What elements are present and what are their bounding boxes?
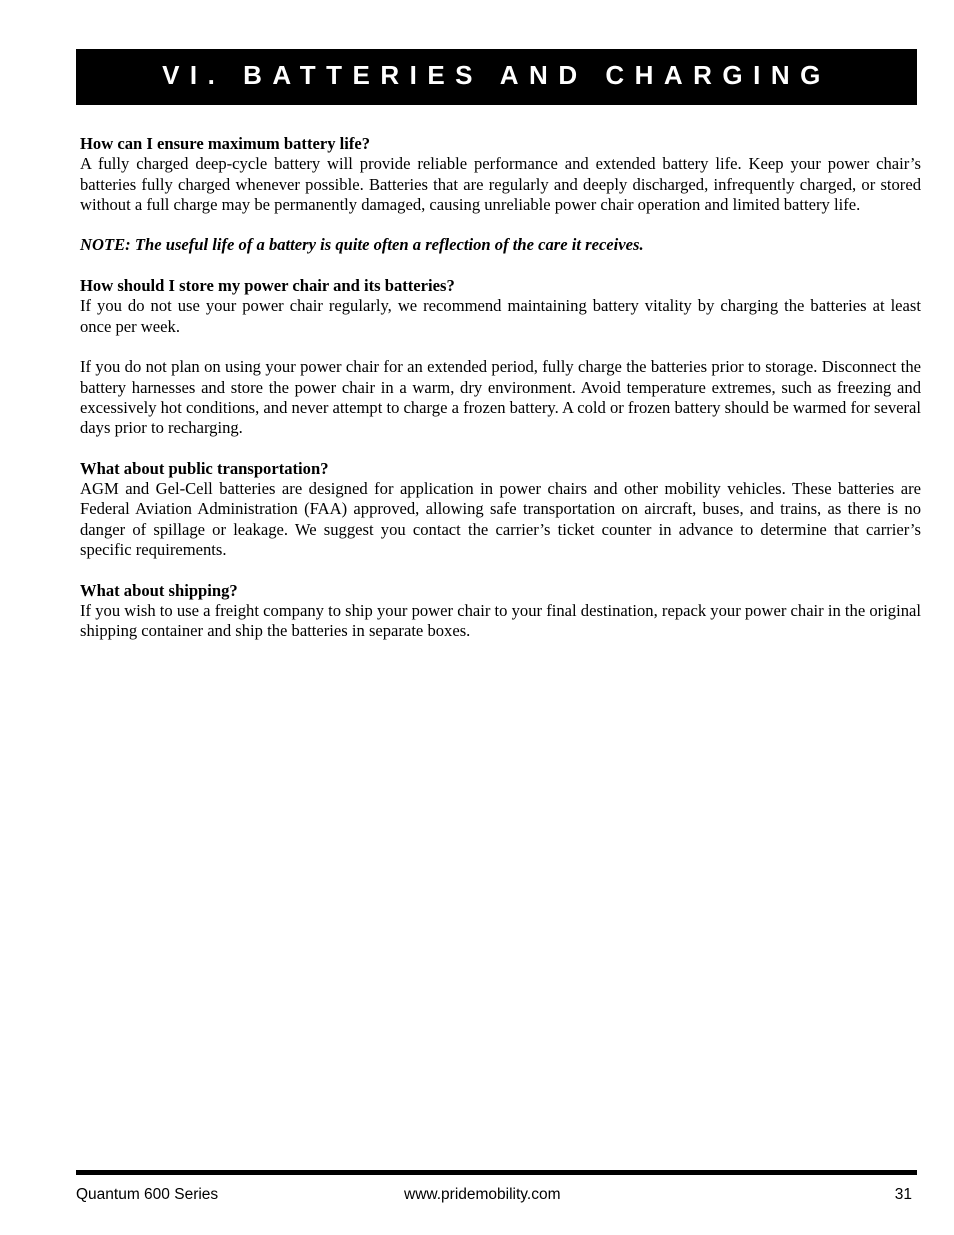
page-footer [76,1185,912,1205]
section-storage [80,276,921,438]
section-header-bar [76,49,917,105]
page-number: 31 [894,1186,912,1203]
note-text: NOTE: The useful life of a battery is quite often a reflection of the care it receives. [80,235,644,255]
section-battery-life [80,134,921,215]
question-heading: What about shipping? [80,580,238,600]
section-title: VI. BATTERIES AND CHARGING [162,59,831,90]
footer-divider [76,1170,917,1175]
question-heading: What about public transportation? [80,458,329,478]
question-heading: How should I store my power chair and its batteries? [80,276,455,296]
answer-paragraph: If you wish to use a freight company to ship your power chair to your final destination, repack your power chair in the original shipping container and ship the batteries in separate boxes. [80,600,921,641]
section-shipping [80,581,921,642]
footer-website: www.pridemobility.com [404,1186,561,1203]
answer-paragraph: AGM and Gel-Cell batteries are designed for application in power chairs and other mobility vehicles. These batteries are Federal Aviation Administration (FAA) approved, allowing safe transportation on aircraft, buses, and trains, as there is no danger of spillage or leakage. We suggest you contact the carrier’s ticket counter in advance to determine that carrier’s specific requirements. [80,479,921,559]
footer-product-name: Quantum 600 Series [76,1186,219,1203]
answer-paragraph: If you do not plan on using your power chair for an extended period, fully charge the batteries prior to storage. Disconnect the battery harnesses and store the power chair in a warm, dry environment. Avoid temperature extremes, such as freezing and excessively hot conditions, and never attempt to charge a frozen battery. A cold or frozen battery should be warmed for several days prior to recharging. [80,357,921,438]
page-content [80,134,921,662]
question-heading: How can I ensure maximum battery life? [80,134,371,153]
section-public-transportation [80,459,921,560]
answer-paragraph: If you do not use your power chair regularly, we recommend maintaining battery vitality by charging the batteries at least once per week. [80,296,921,336]
answer-paragraph: A fully charged deep-cycle battery will provide reliable performance and extended battery life. Keep your power chair’s batteries fully charged whenever possible. Batteries that are regularly and deeply discharged, infrequently charged, or stored without a full charge may be permanently damaged, causing unreliable power chair operation and limited battery life. [80,154,921,214]
